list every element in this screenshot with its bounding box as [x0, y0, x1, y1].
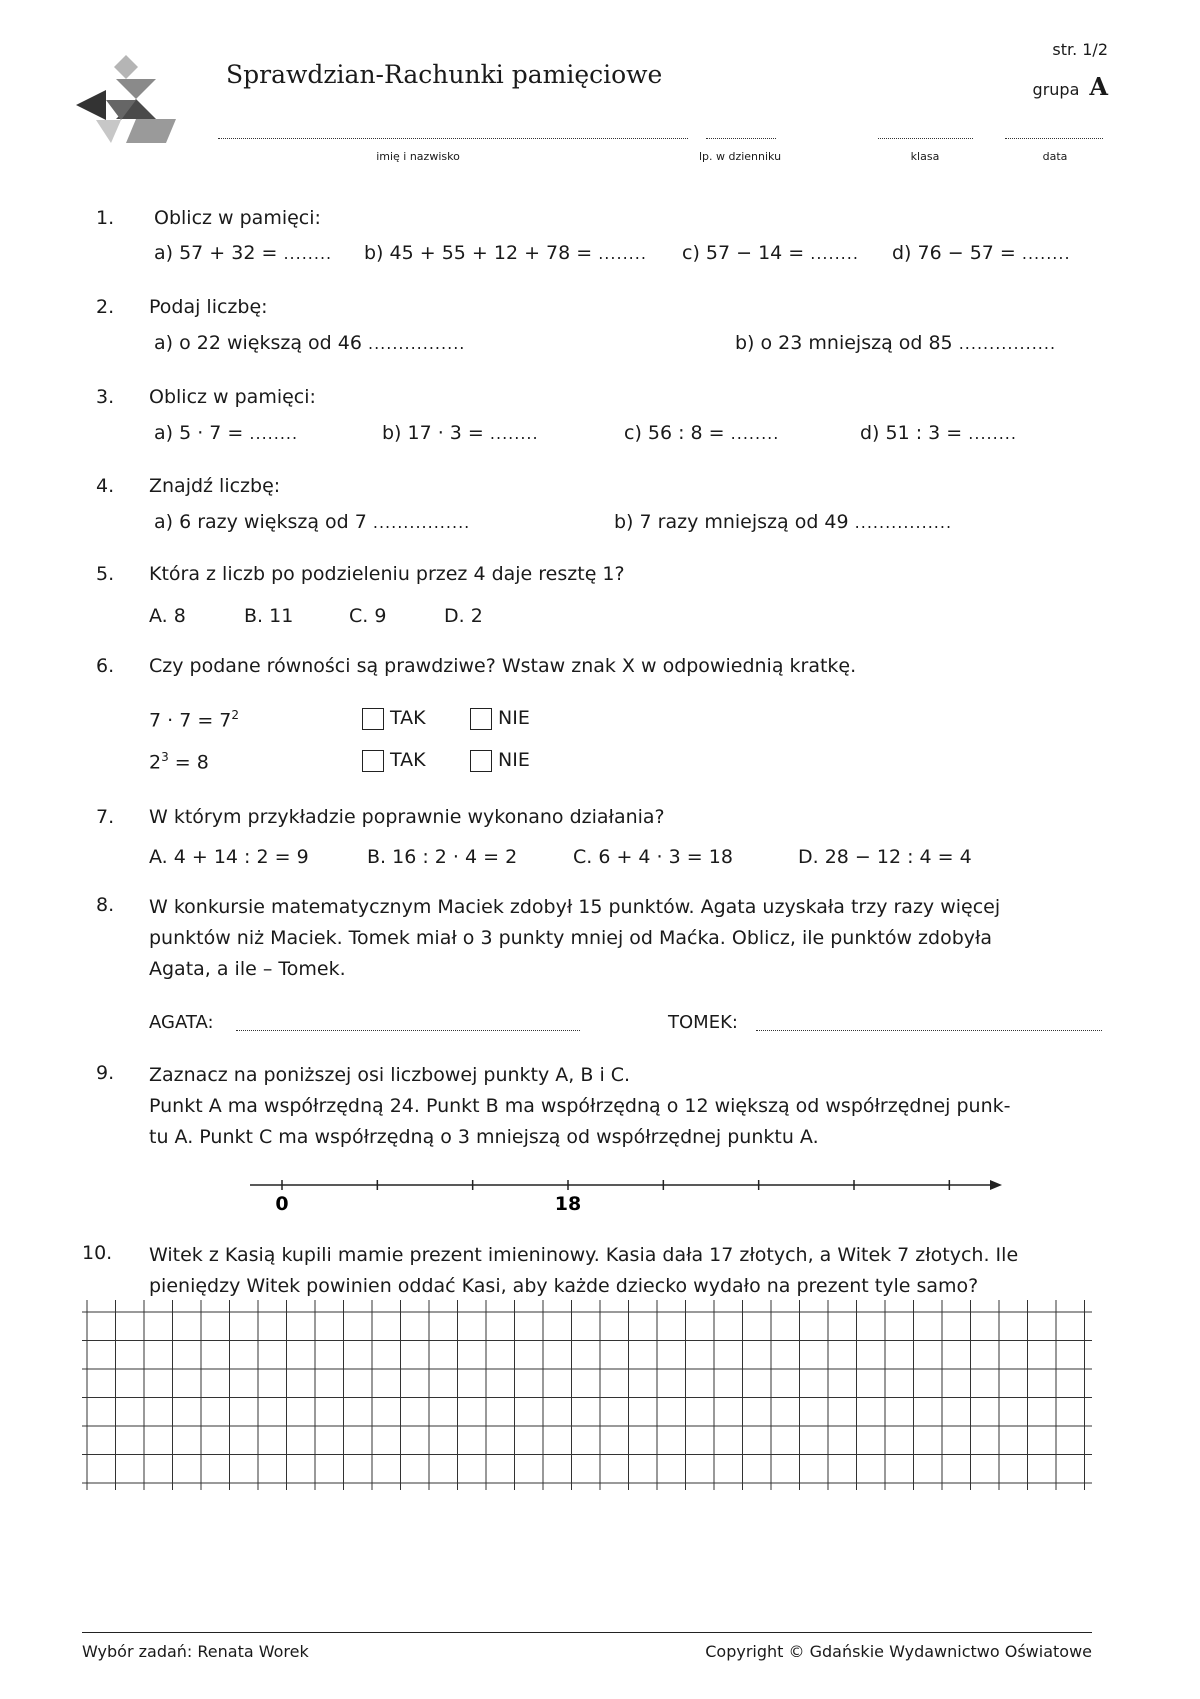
name-field-label: imię i nazwisko: [376, 150, 460, 163]
q1-item-c: [682, 242, 859, 264]
checkbox-no[interactable]: [470, 708, 492, 730]
q10-line: Witek z Kasią kupili mamie prezent imieninowy. Kasia dała 17 złotych, a Witek 7 złotych. Ile: [149, 1244, 1019, 1266]
q6-row2-no: [470, 749, 530, 772]
q7-option-a[interactable]: A. 4 + 14 : 2 = 9: [149, 846, 309, 868]
q6-row1-yes: [362, 707, 426, 730]
q6-eq2-after: = 8: [168, 751, 209, 774]
group-letter: A: [1089, 72, 1108, 101]
q3-item-c-text: c) 56 : 8 =: [624, 422, 731, 444]
q1-item-c-text: c) 57 − 14 =: [682, 242, 811, 264]
no-label: NIE: [498, 749, 530, 771]
calculation-grid[interactable]: [82, 1300, 1092, 1490]
q4-item-b: [614, 511, 952, 533]
axis-arrow-icon: [990, 1180, 1002, 1190]
question-text: Podaj liczbę:: [149, 296, 268, 318]
q10-text: [149, 1240, 1109, 1302]
q1-item-b-text: b) 45 + 55 + 12 + 78 =: [364, 242, 599, 264]
question-number: 5.: [96, 563, 115, 585]
answer-blank[interactable]: ........: [810, 244, 859, 263]
name-field-line[interactable]: [218, 138, 688, 139]
q2-item-a-text: a) o 22 większą od 46: [154, 332, 368, 354]
question-text: Czy podane równości są prawdziwe? Wstaw znak X w odpowiednią kratkę.: [149, 655, 857, 677]
number-field-line[interactable]: [706, 138, 776, 139]
answer-blank[interactable]: ........: [968, 424, 1017, 443]
q9-line: tu A. Punkt C ma współrzędną o 3 mniejszą od współrzędnej punktu A.: [149, 1126, 819, 1148]
q6-equation-1: [149, 708, 239, 731]
answer-blank[interactable]: ........: [283, 244, 333, 263]
checkbox-yes[interactable]: [362, 750, 384, 772]
answer-blank[interactable]: ........: [249, 424, 299, 443]
answer-blank[interactable]: ................: [372, 513, 471, 532]
axis-label-18: 18: [554, 1193, 582, 1215]
answer-blank[interactable]: ........: [1021, 244, 1071, 263]
q3-item-c: [624, 422, 779, 444]
q5-option-d[interactable]: D. 2: [444, 605, 483, 627]
class-field-label: klasa: [910, 150, 940, 163]
answer-blank[interactable]: ................: [854, 513, 953, 532]
q9-text: [149, 1060, 1109, 1153]
q6-equation-2: [149, 750, 209, 773]
q6-eq2-exponent: 3: [161, 750, 169, 764]
answer-blank[interactable]: ........: [489, 424, 539, 443]
q8-line: Agata, a ile – Tomek.: [149, 958, 346, 980]
axis-label-0: 0: [275, 1193, 289, 1215]
question-number: 10.: [82, 1242, 113, 1264]
q2-item-b: [735, 332, 1056, 354]
footer-author: Wybór zadań: Renata Worek: [82, 1642, 309, 1661]
q4-item-a-text: a) 6 razy większą od 7: [154, 511, 373, 533]
q4-item-a: [154, 511, 470, 533]
footer-rule: [82, 1632, 1092, 1633]
question-number: 6.: [96, 655, 115, 677]
question-number: 2.: [96, 296, 115, 318]
question-text: Oblicz w pamięci:: [154, 207, 321, 229]
publisher-logo: [76, 55, 186, 145]
tomek-answer-line[interactable]: [756, 1030, 1102, 1031]
page-title: Sprawdzian-Rachunki pamięciowe: [226, 60, 663, 89]
q6-eq1-exponent: 2: [231, 708, 240, 722]
q5-option-b[interactable]: B. 11: [244, 605, 294, 627]
q2-item-b-text: b) o 23 mniejszą od 85: [735, 332, 959, 354]
q7-option-d[interactable]: D. 28 − 12 : 4 = 4: [798, 846, 972, 868]
yes-label: TAK: [390, 707, 426, 729]
q8-text: [149, 892, 1109, 985]
footer-copyright: Copyright © Gdańskie Wydawnictwo Oświatowe: [705, 1642, 1092, 1661]
q1-item-a: [154, 242, 332, 264]
answer-blank[interactable]: ........: [598, 244, 647, 263]
question-number: 9.: [96, 1062, 115, 1084]
agata-answer-line[interactable]: [236, 1030, 580, 1031]
question-number: 7.: [96, 806, 115, 828]
yes-label: TAK: [390, 749, 426, 771]
q9-line: Punkt A ma współrzędną 24. Punkt B ma współrzędną o 12 większą od współrzędnej punk-: [149, 1095, 1011, 1117]
q7-option-c[interactable]: C. 6 + 4 · 3 = 18: [573, 846, 733, 868]
q1-item-d-text: d) 76 − 57 =: [892, 242, 1022, 264]
tomek-label: TOMEK:: [668, 1012, 738, 1033]
q7-option-b[interactable]: B. 16 : 2 · 4 = 2: [367, 846, 518, 868]
q6-row1-no: [470, 707, 530, 730]
answer-blank[interactable]: ........: [730, 424, 780, 443]
answer-blank[interactable]: ................: [958, 334, 1057, 353]
question-text: Oblicz w pamięci:: [149, 386, 316, 408]
page-number: str. 1/2: [1052, 40, 1108, 59]
q10-line: pieniędzy Witek powinien oddać Kasi, aby każde dziecko wydało na prezent tyle samo?: [149, 1275, 979, 1297]
q6-eq1-base: 7 · 7 = 7: [149, 709, 232, 732]
no-label: NIE: [498, 707, 530, 729]
q3-item-b-text: b) 17 · 3 =: [382, 422, 490, 444]
question-text: W którym przykładzie poprawnie wykonano działania?: [149, 806, 665, 828]
checkbox-no[interactable]: [470, 750, 492, 772]
date-field-line[interactable]: [1005, 138, 1103, 139]
question-text: Znajdź liczbę:: [149, 475, 281, 497]
q3-item-b: [382, 422, 539, 444]
q8-line: W konkursie matematycznym Maciek zdobył 15 punktów. Agata uzyskała trzy razy więcej: [149, 896, 1001, 918]
q1-item-b: [364, 242, 647, 264]
date-field-label: data: [1042, 150, 1068, 163]
q8-line: punktów niż Maciek. Tomek miał o 3 punkty mniej od Maćka. Oblicz, ile punktów zdobyła: [149, 927, 993, 949]
q6-row2-yes: [362, 749, 426, 772]
q6-eq2-base: 2: [149, 751, 162, 774]
q9-line: Zaznacz na poniższej osi liczbowej punkty A, B i C.: [149, 1064, 631, 1086]
q3-item-d: [860, 422, 1017, 444]
question-text: Która z liczb po podzieleniu przez 4 daje resztę 1?: [149, 563, 625, 585]
answer-blank[interactable]: ................: [367, 334, 466, 353]
q5-option-a[interactable]: A. 8: [149, 605, 186, 627]
q1-item-a-text: a) 57 + 32 =: [154, 242, 284, 264]
q2-item-a: [154, 332, 465, 354]
group-indicator: [1033, 72, 1108, 101]
q1-item-d: [892, 242, 1071, 264]
number-field-label: lp. w dzienniku: [698, 150, 782, 163]
number-line[interactable]: [250, 1170, 1010, 1230]
q3-item-d-text: d) 51 : 3 =: [860, 422, 969, 444]
question-number: 8.: [96, 894, 115, 916]
question-number: 4.: [96, 475, 115, 497]
q3-item-a: [154, 422, 298, 444]
q4-item-b-text: b) 7 razy mniejszą od 49: [614, 511, 855, 533]
question-number: 3.: [96, 386, 115, 408]
group-label: grupa: [1032, 80, 1080, 99]
agata-label: AGATA:: [149, 1012, 214, 1033]
q5-option-c[interactable]: C. 9: [349, 605, 387, 627]
q3-item-a-text: a) 5 · 7 =: [154, 422, 250, 444]
checkbox-yes[interactable]: [362, 708, 384, 730]
class-field-line[interactable]: [878, 138, 973, 139]
question-number: 1.: [96, 207, 115, 229]
